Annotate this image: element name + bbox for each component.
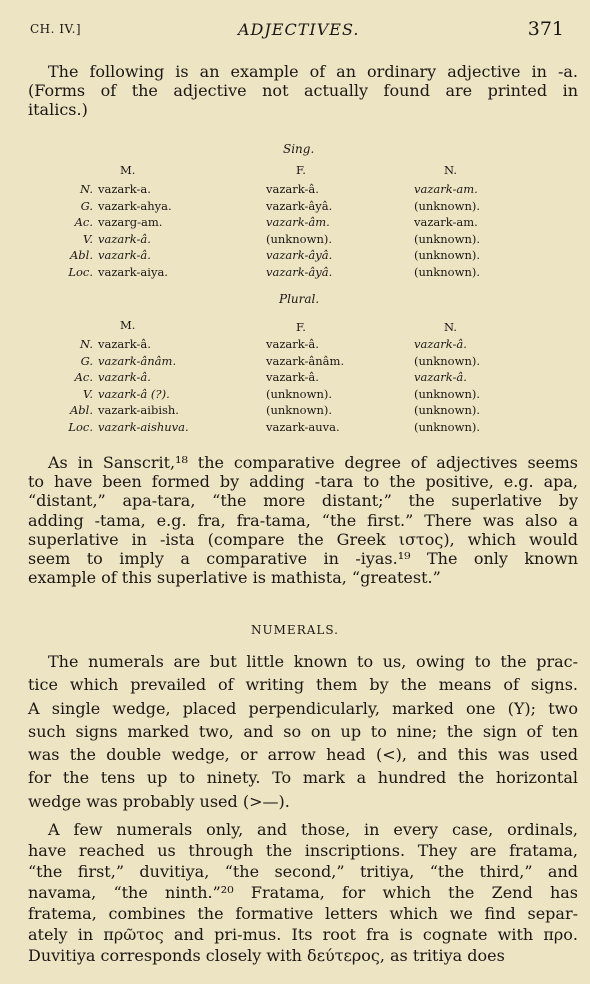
- singular-declension-table: [0, 181, 590, 281]
- form-neuter: (unknown).: [414, 231, 480, 246]
- running-title: ADJECTIVES.: [238, 20, 360, 39]
- form-neuter: (unknown).: [414, 386, 480, 401]
- case-label: Loc.: [68, 264, 93, 279]
- form-feminine: vazark-â.: [266, 337, 319, 351]
- ordinals-line: A few numerals only, and those, in every case, ordinals,: [48, 820, 578, 839]
- form-feminine: (unknown).: [266, 231, 332, 246]
- case-label: V.: [83, 386, 93, 401]
- form-feminine: vazark-â.: [266, 182, 319, 196]
- form-masculine: vazark-aiya.: [98, 264, 168, 279]
- form-masculine: vazark-â.: [98, 370, 151, 385]
- running-header: [30, 18, 574, 48]
- numerals-line: such signs marked two, and so on up to nine; the sign of ten: [28, 721, 578, 741]
- form-masculine: vazark-â.: [98, 231, 151, 246]
- numerals-line: wedge was probably used (>—).: [28, 791, 290, 811]
- plural-table-title: Plural.: [279, 292, 320, 306]
- declension-row: [0, 353, 590, 370]
- case-label: G.: [80, 198, 93, 213]
- case-label: Ac.: [74, 215, 93, 230]
- numerals-line: was the double wedge, or arrow head (<), and this was used: [28, 745, 578, 765]
- form-feminine: vazark-ânâm.: [266, 353, 345, 368]
- declension-row: [0, 247, 590, 264]
- comparative-line: “distant,” apa-tara, “the more distant;” the superlative by: [28, 491, 578, 511]
- declension-row: [0, 181, 590, 198]
- ordinals-line: Duvitiya corresponds closely with δεύτερος, as tritiya does: [28, 946, 505, 965]
- page-number: 371: [527, 18, 564, 40]
- form-neuter: (unknown).: [414, 264, 480, 279]
- form-feminine: (unknown).: [266, 403, 332, 418]
- numerals-line: A single wedge, placed perpendicularly, marked one (Y); two: [28, 698, 578, 718]
- form-masculine: vazark-â (?).: [98, 386, 170, 401]
- case-label: N.: [80, 182, 93, 196]
- case-label: G.: [80, 353, 93, 368]
- form-neuter: (unknown).: [414, 403, 480, 418]
- ordinals-line: have reached us through the inscriptions. They are fratama,: [28, 841, 578, 860]
- comparative-paragraph: [28, 453, 578, 587]
- form-masculine: vazark-aishuva.: [98, 419, 189, 434]
- form-feminine: vazark-âyâ.: [266, 198, 333, 213]
- ordinals-line: navama, “the ninth.”²⁰ Fratama, for which the Zend has: [28, 883, 578, 902]
- form-feminine: vazark-âyâ.: [266, 248, 333, 263]
- comparative-line: superlative in -ista (compare the Greek ιστος), which would: [28, 529, 578, 549]
- form-masculine: vazark-â.: [98, 248, 151, 263]
- form-feminine: vazark-âyâ.: [266, 264, 333, 279]
- form-neuter: vazark-â.: [414, 370, 467, 385]
- ordinals-line: fratema, combines the formative letters which we find separ-: [28, 904, 578, 923]
- intro-line: The following is an example of an ordinary adjective in -a.: [48, 62, 578, 81]
- comparative-line: seem to imply a comparative in -iyas.¹⁹ The only known: [28, 549, 578, 569]
- form-feminine: vazark-â.: [266, 370, 319, 385]
- plural-declension-table: [0, 336, 590, 436]
- form-masculine: vazark-ahya.: [98, 198, 172, 213]
- column-header-feminine: F.: [296, 320, 306, 334]
- form-masculine: vazarg-am.: [98, 215, 163, 230]
- declension-row: [0, 419, 590, 436]
- numerals-heading: NUMERALS.: [251, 623, 339, 637]
- ordinals-paragraph: [28, 819, 578, 966]
- singular-table-title: Sing.: [283, 142, 315, 156]
- ordinals-line: “the first,” duvitiya, “the second,” tritiya, “the third,” and: [28, 862, 578, 881]
- case-label: Abl.: [70, 403, 93, 418]
- form-feminine: vazark-auva.: [266, 419, 340, 434]
- declension-row: [0, 198, 590, 215]
- case-label: Loc.: [68, 419, 93, 434]
- form-neuter: vazark-am.: [414, 182, 478, 196]
- form-neuter: (unknown).: [414, 198, 480, 213]
- form-masculine: vazark-a.: [98, 182, 151, 196]
- form-neuter: vazark-am.: [414, 215, 478, 230]
- declension-row: [0, 336, 590, 353]
- comparative-line: to have been formed by adding -tara to the positive, e.g. apa,: [28, 472, 578, 492]
- form-masculine: vazark-â.: [98, 337, 151, 351]
- numerals-line: The numerals are but little known to us, owing to the prac-: [48, 652, 578, 671]
- form-feminine: (unknown).: [266, 386, 332, 401]
- column-header-masculine: M.: [120, 318, 136, 332]
- intro-line: italics.): [28, 100, 88, 119]
- declension-row: [0, 231, 590, 248]
- form-neuter: (unknown).: [414, 353, 480, 368]
- case-label: V.: [83, 231, 93, 246]
- form-neuter: (unknown).: [414, 419, 480, 434]
- declension-row: [0, 264, 590, 281]
- comparative-line: example of this superlative is mathista, “greatest.”: [28, 568, 441, 588]
- case-label: N.: [80, 337, 93, 351]
- form-neuter: (unknown).: [414, 248, 480, 263]
- form-masculine: vazark-ânâm.: [98, 353, 177, 368]
- column-header-feminine: F.: [296, 163, 306, 177]
- comparative-line: adding -tama, e.g. fra, fra-tama, “the first.” There was also a: [28, 510, 578, 530]
- comparative-line: As in Sanscrit,¹⁸ the comparative degree of adjectives seems: [48, 453, 578, 472]
- column-header-masculine: M.: [120, 163, 136, 177]
- intro-paragraph: [28, 62, 578, 119]
- numerals-line: tice which prevailed of writing them by the means of signs.: [28, 675, 578, 695]
- form-neuter: vazark-â.: [414, 337, 467, 351]
- column-header-neuter: N.: [444, 163, 457, 177]
- form-feminine: vazark-âm.: [266, 215, 330, 230]
- column-header-neuter: N.: [444, 320, 457, 334]
- form-masculine: vazark-aibish.: [98, 403, 179, 418]
- case-label: Ac.: [74, 370, 93, 385]
- declension-row: [0, 386, 590, 403]
- declension-row: [0, 214, 590, 231]
- intro-line: (Forms of the adjective not actually found are printed in: [28, 81, 578, 100]
- numerals-paragraph: [28, 650, 578, 813]
- declension-row: [0, 402, 590, 419]
- numerals-line: for the tens up to ninety. To mark a hundred the horizontal: [28, 768, 578, 788]
- chapter-marker: CH. IV.]: [30, 22, 82, 36]
- case-label: Abl.: [70, 248, 93, 263]
- declension-row: [0, 369, 590, 386]
- ordinals-line: ately in πρῶτος and pri-mus. Its root fra is cognate with προ.: [28, 925, 578, 944]
